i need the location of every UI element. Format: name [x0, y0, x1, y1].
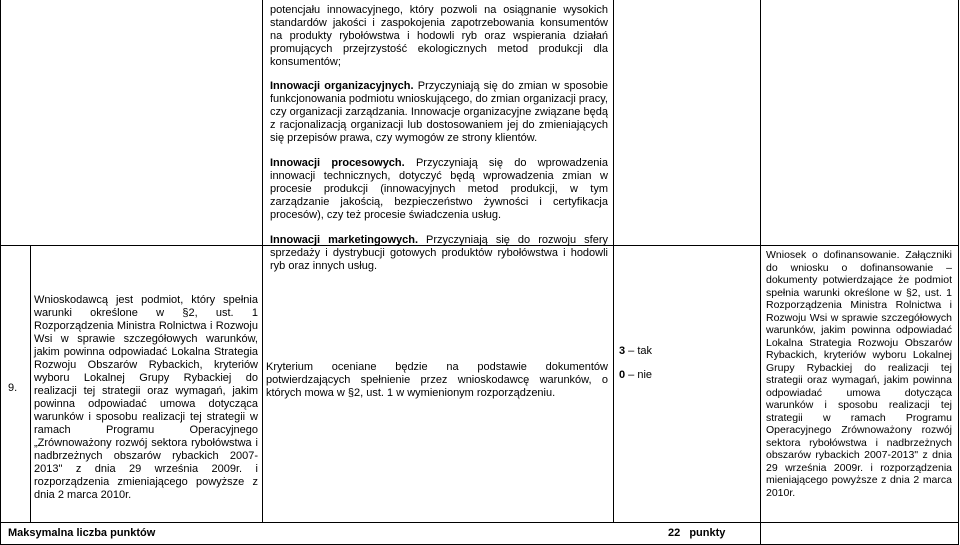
score-no-label: – nie	[625, 369, 653, 381]
score-yes	[619, 345, 755, 358]
column-divider-4	[760, 0, 761, 545]
process-innovation-paragraph	[270, 157, 608, 222]
max-points-total	[668, 527, 725, 540]
required-documents: Wniosek o dofinansowanie. Załączniki do wniosku o dofinansowanie – dokumenty potwierdzające że podmiot spełnia warunki określone w §2, ust. 1 Rozporządzenia Ministra Rolnictwa i Rozwoju Wsi w sprawie szczegółowych warunków, jakim powinna odpowiadać Lokalna Strategia Rozwoju Obszarów Rybackich, kryteriów wyboru Lokalnej Grupy Rybackiej do realizacji tej strategii oraz wymagań, jakim powinna odpowiadać umowa dotycząca warunków i sposobu realizacji tej strategii w ramach Programu Operacyjnego Zrównoważony rozwój sektora rybołówstwa i nadbrzeżnych obszarów rybackich 2007-2013" z dnia 29 września 2009r. i rozporządzenia mieniającego powyższe z dnia 2 marca 2010r.	[766, 249, 952, 499]
max-points-value: 22	[668, 527, 681, 539]
org-innovation-text: Przyczyniają się do zmian w sposobie funkcjonowania podmiotu wnioskującego, do zmian organizacji pracy, czy organizacji zarządzania. Innowacje organizacyjne związane będą z racjonalizacją organizacji lub dostosowaniem jej do zmieniających się przepisów prawa, czy wymogów ze strony klientów.	[270, 80, 608, 144]
table-border-left	[0, 0, 1, 545]
score-yes-label: – tak	[625, 345, 653, 357]
evaluation-method: Kryterium oceniane będzie na podstawie dokumentów potwierdzających spełnienie przez wnioskodawcę warunków, o których mowa w §2, ust. 1 w wymienionym rozporządzeniu.	[266, 361, 608, 399]
max-points-label: Maksymalna liczba punktów	[8, 527, 156, 539]
score-no	[619, 369, 755, 382]
org-innovation-heading: Innowacji organizacyjnych.	[270, 80, 414, 92]
intro-paragraph: potencjału innowacyjnego, który pozwoli na osiągnanie wysokich standardów jakości i zaspokojenia zapotrzebowania konsumentów na produkty rybołówstwa i hodowli ryb oraz wspierania działań promujących przejrzystość ekologicznych metod produkcji dla konsumentów;	[270, 4, 608, 68]
max-points-unit: punkty	[689, 527, 726, 539]
column-divider-2	[262, 0, 263, 523]
row-divider-bottom	[0, 522, 959, 523]
process-innovation-text: Przyczyniają się do wprowadzenia innowacji technicznych, dotyczyć będą wprowadzenia zmian w procesie produkcji (innowacyjnych metod produkcji, w tym zarządzanie jakością, bezpieczeństwo żywności i certyfikacja procesów), czy też procesie świadczenia usług.	[270, 157, 608, 221]
row-number: 9.	[8, 382, 18, 394]
score-options	[619, 345, 755, 382]
marketing-innovation-text: Przyczyniają się do rozwoju sfery sprzedaży i dystrybucji gotowych produktów rybołówstwa i hodowli ryb oraz innych usług.	[270, 234, 608, 272]
org-innovation-paragraph	[270, 80, 608, 145]
innovation-description-block	[270, 4, 608, 273]
criterion-description: Wnioskodawcą jest podmiot, który spełnia warunki określone w §2, ust. 1 Rozporządzenia Ministra Rolnictwa i Rozwoju Wsi w sprawie szczegółowych warunków, jakim powinna odpowiadać Lokalna Strategia Rozwoju Obszarów Rybackich, kryteriów wyboru Lokalnej Grupy Rybackiej do realizacji tej strategii oraz wymagań, jakim powinna odpowiadać umowa dotycząca warunków i sposobu realizacji tej strategii w ramach Programu Operacyjnego „Zrównoważony rozwój sektora rybołówstwa i nadbrzeżnych obszarów rybackich 2007-2013" z dnia 29 września 2009r. i rozporządzenia zmieniającego powyższe z dnia 2 marca 2010r.	[34, 294, 258, 501]
process-innovation-heading: Innowacji procesowych.	[270, 157, 405, 169]
column-divider-1	[30, 245, 31, 523]
marketing-innovation-paragraph	[270, 234, 608, 273]
table-border-right	[958, 0, 959, 545]
score-yes-value: 3	[619, 345, 626, 357]
marketing-innovation-heading: Innowacji marketingowych.	[270, 234, 419, 246]
column-divider-3	[613, 0, 614, 523]
score-no-value: 0	[619, 369, 626, 381]
